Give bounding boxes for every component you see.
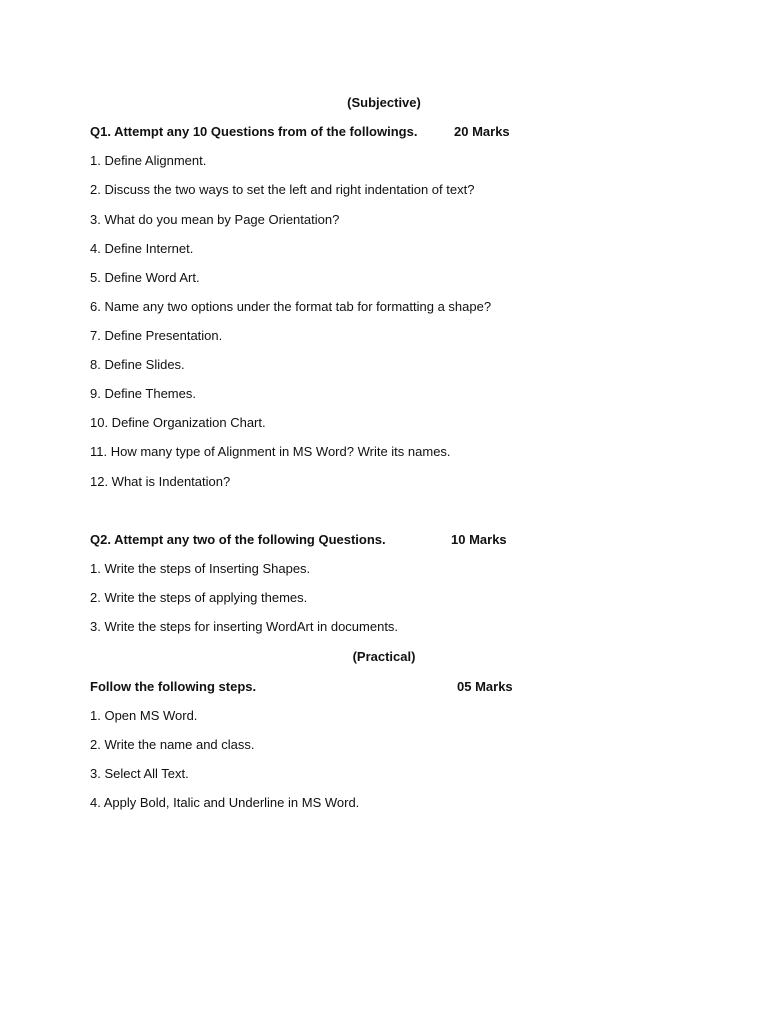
practical-item: 1. Open MS Word.: [90, 708, 198, 723]
q1-item: 1. Define Alignment.: [90, 153, 207, 168]
q1-item: 7. Define Presentation.: [90, 328, 223, 343]
q1-item: 5. Define Word Art.: [90, 270, 200, 285]
practical-heading: (Practical): [352, 649, 416, 664]
q2-item: 3. Write the steps for inserting WordArt in documents.: [90, 619, 399, 634]
practical-title: Follow the following steps.: [90, 679, 257, 694]
q1-item: 9. Define Themes.: [90, 386, 196, 401]
q2-item: 1. Write the steps of Inserting Shapes.: [90, 561, 311, 576]
practical-item: 4. Apply Bold, Italic and Underline in MS Word.: [90, 795, 360, 810]
subjective-heading: (Subjective): [347, 95, 421, 110]
practical-item: 3. Select All Text.: [90, 766, 189, 781]
q2-item: 2. Write the steps of applying themes.: [90, 590, 308, 605]
q1-item: 2. Discuss the two ways to set the left and right indentation of text?: [90, 182, 475, 197]
q2-title: Q2. Attempt any two of the following Questions.: [90, 532, 386, 547]
practical-item: 2. Write the name and class.: [90, 737, 255, 752]
q1-title: Q1. Attempt any 10 Questions from of the followings.: [90, 124, 418, 139]
q1-item: 8. Define Slides.: [90, 357, 185, 372]
q1-item: 12. What is Indentation?: [90, 474, 231, 489]
q1-item: 11. How many type of Alignment in MS Word? Write its names.: [90, 444, 451, 459]
practical-marks: 05 Marks: [457, 679, 513, 694]
q1-item: 4. Define Internet.: [90, 241, 194, 256]
q1-item: 6. Name any two options under the format tab for formatting a shape?: [90, 299, 492, 314]
q2-marks: 10 Marks: [451, 532, 507, 547]
q1-item: 3. What do you mean by Page Orientation?: [90, 212, 340, 227]
q1-marks: 20 Marks: [454, 124, 510, 139]
q1-item: 10. Define Organization Chart.: [90, 415, 266, 430]
